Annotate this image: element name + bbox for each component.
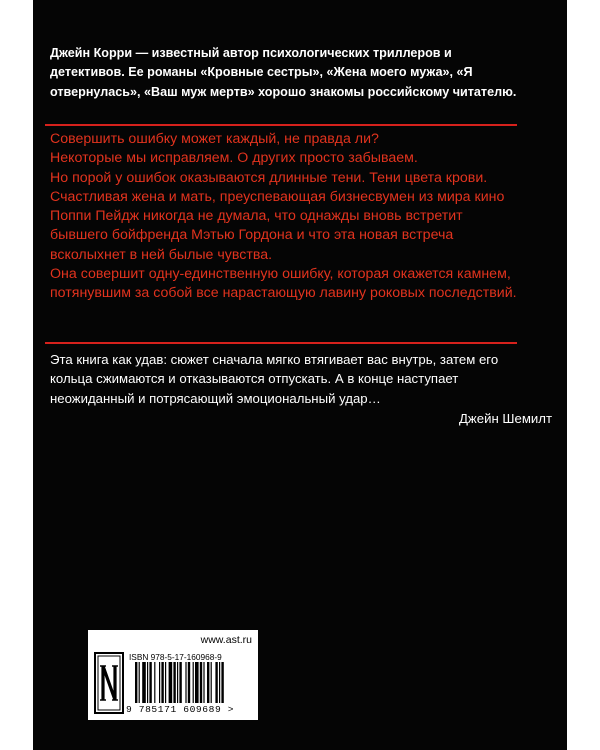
annotation-paragraph: Совершить ошибку может каждый, не правда ли? [50,131,379,147]
isbn-text: ISBN 978-5-17-160968-9 [129,652,222,662]
author-bio: Джейн Корри — известный автор психологических триллеров и детективов. Ее романы «Кровные сестры», «Жена моего мужа», «Я отвернулась», «Ваш муж мертв» хорошо знакомы российскому читателю. [50,46,517,99]
barcode-bars [135,662,251,703]
red-divider-top [45,124,517,126]
annotation-paragraph: Но порой у ошибок оказываются длинные тени. Тени цвета крови. [50,169,488,186]
website-link[interactable]: www.ast.ru [200,634,252,646]
annotation-paragraph: Счастливая жена и мать, преуспевающая бизнесвумен из мира кино Поппи Пейдж никогда не думала, что однажды вновь встретит бывшего бойфренда Мэтью Гордона и что эта новая встреча всколыхнет в ней былые чувства. [50,188,505,263]
review-author: Джейн Шемилт [459,411,552,426]
annotation-paragraph: Она совершит одну-единственную ошибку, которая окажется камнем, потянувшим за собой все нарастающую лавину роковых последствий. [50,266,517,302]
annotation-paragraph: Некоторые мы исправляем. О других просто забываем. [50,150,418,167]
annotation [50,130,520,304]
red-divider-bottom [45,342,517,344]
barcode-digits: 9 785171 609689 > [126,704,235,715]
publisher-logo-icon [94,652,124,714]
review-quote: Эта книга как удав: сюжет сначала мягко втягивает вас внутрь, затем его кольца сжимаются и отказываются отпускать. А в конце наступает неожиданный и потрясающий эмоциональный удар… [50,352,499,406]
barcode-panel [88,630,258,720]
